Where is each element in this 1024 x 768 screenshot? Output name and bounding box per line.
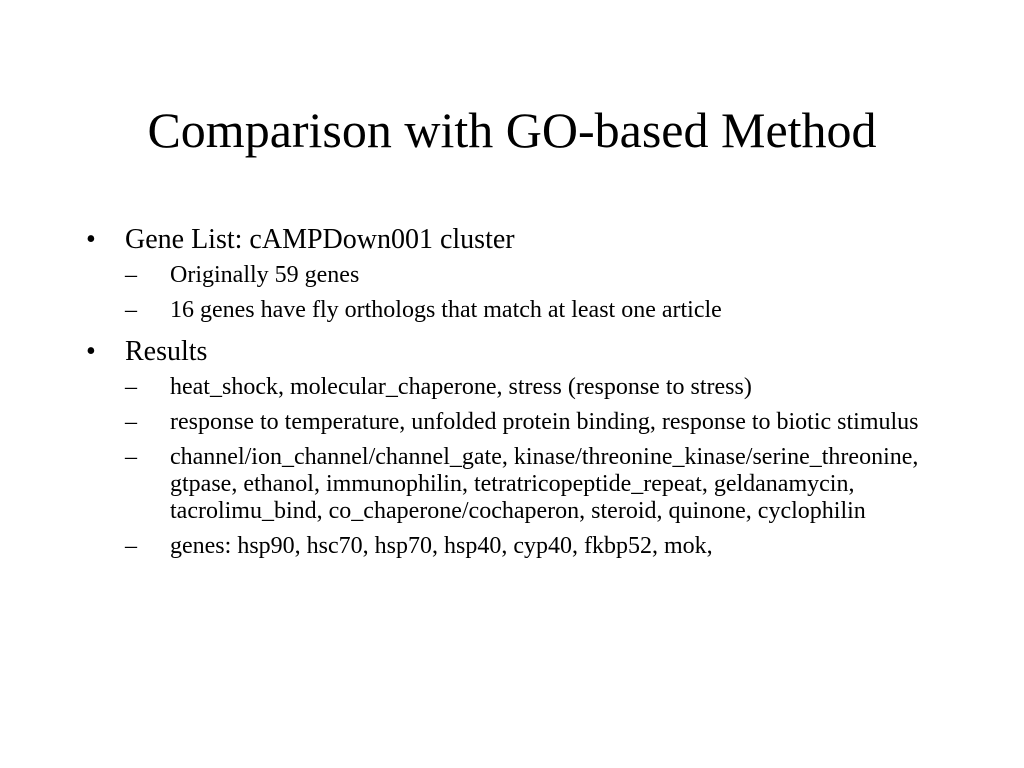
sub-list	[125, 374, 936, 560]
bullet-gene-list	[86, 222, 936, 324]
sub-item-text: genes: hsp90, hsc70, hsp70, hsp40, cyp40, fkbp52, mok,	[170, 533, 713, 559]
sub-item-text: response to temperature, unfolded protein binding, response to biotic stimulus	[170, 409, 919, 435]
dash-icon: –	[125, 409, 137, 435]
sub-item-text: 16 genes have fly orthologs that match at least one article	[170, 297, 722, 323]
sub-item-text: channel/ion_channel/channel_gate, kinase/threonine_kinase/serine_threonine, gtpase, ethanol, immunophilin, tetratricopeptide_repeat, geldanamycin, tacrolimu_bind, co_chaperone/cochaperon, steroid, quinone, cyclophilin	[170, 444, 919, 524]
sub-item	[125, 409, 936, 436]
sub-item-text: Originally 59 genes	[170, 262, 360, 288]
sub-item	[125, 262, 936, 289]
sub-item-text: heat_shock, molecular_chaperone, stress (response to stress)	[170, 374, 752, 400]
bullet-results	[86, 334, 936, 560]
slide-body	[86, 222, 936, 570]
dash-icon: –	[125, 533, 137, 559]
bullet-icon: •	[86, 224, 96, 255]
slide-title: Comparison with GO-based Method	[147, 102, 877, 158]
dash-icon: –	[125, 297, 137, 323]
sub-item	[125, 444, 936, 525]
bullet-text: Results	[125, 336, 208, 367]
sub-item	[125, 374, 936, 401]
dash-icon: –	[125, 262, 137, 288]
dash-icon: –	[125, 444, 137, 470]
dash-icon: –	[125, 374, 137, 400]
bullet-text: Gene List: cAMPDown001 cluster	[125, 224, 515, 255]
sub-item	[125, 297, 936, 324]
sub-item	[125, 533, 936, 560]
sub-list	[125, 262, 936, 324]
bullet-icon: •	[86, 336, 96, 367]
